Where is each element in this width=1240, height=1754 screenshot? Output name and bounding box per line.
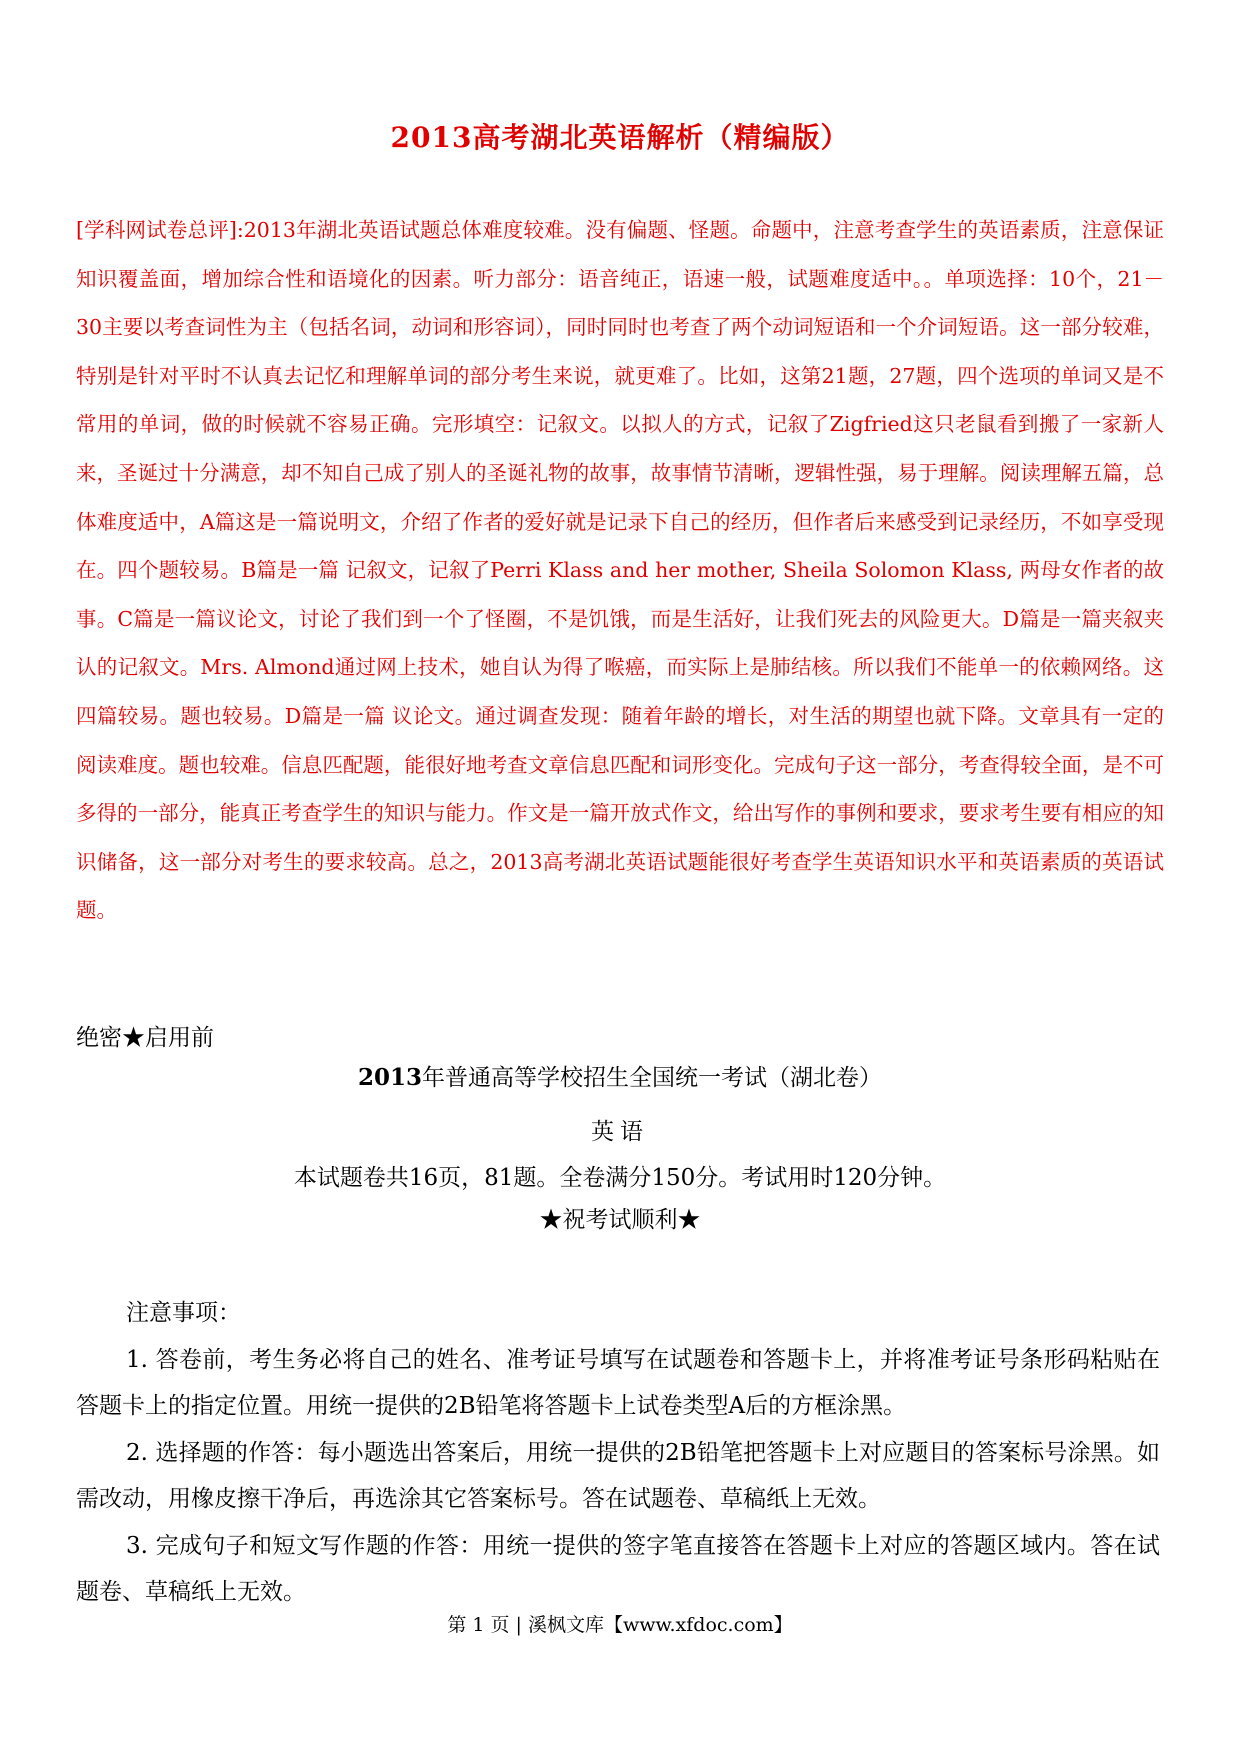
exam-subject: 英语 (591, 1119, 649, 1145)
instructions-section (76, 1290, 1160, 1616)
exam-title-text: 年普通高等学校招生全国统一考试（湖北卷） (422, 1065, 882, 1091)
document-title: 2013高考湖北英语解析（精编版） (390, 121, 850, 154)
exam-review-paragraph: [学科网试卷总评]:2013年湖北英语试题总体难度较难。没有偏题、怪题。命题中，注意考查学生的英语素质，注意保证知识覆盖面，增加综合性和语境化的因素。听力部分：语音纯正，语速一般，试题难度适中。。单项选择：10个，21－30主要以考查词性为主（包括名词，动词和形容词），同时同时也考查了两个动词短语和一个介词短语。这一部分较难，特别是针对平时不认真去记忆和理解单词的部分考生来说，就更难了。比如，这第21题，27题，四个选项的单词又是不常用的单词，做的时候就不容易正确。完形填空：记叙文。以拟人的方式，记叙了Zigfried这只老鼠看到搬了一家新人来，圣诞过十分满意，却不知自己成了别人的圣诞礼物的故事，故事情节清晰，逻辑性强，易于理解。阅读理解五篇，总体难度适中，A篇这是一篇说明文，介绍了作者的爱好就是记录下自己的经历，但作者后来感受到记录经历，不如享受现在。四个题较易。B篇是一篇 记叙文，记叙了Perri Klass and her mother, Sheila Solomon Klass, 两母女作者的故事。C篇是一篇议论文，讨论了我们到一个了怪圈，不是饥饿，而是生活好，让我们死去的风险更大。D篇是一篇夹叙夹认的记叙文。Mrs. Almond通过网上技术，她自认为得了喉癌，而实际上是肺结核。所以我们不能单一的依赖网络。这四篇较易。题也较易。D篇是一篇 议论文。通过调查发现：随着年龄的增长，对生活的期望也就下降。文章具有一定的阅读难度。题也较难。信息匹配题，能很好地考查文章信息匹配和词形变化。完成句子这一部分，考查得较全面，是不可多得的一部分，能真正考查学生的知识与能力。作文是一篇开放式作文，给出写作的事例和要求，要求考生要有相应的知识储备，这一部分对考生的要求较高。总之，2013高考湖北英语试题能很好考查学生英语知识水平和英语素质的英语试题。 (76, 218, 1164, 923)
page-footer: 第 1 页 | 溪枫文库【www.xfdoc.com】 (447, 1614, 793, 1636)
exam-title-year: 2013 (357, 1064, 422, 1091)
exam-info: 本试题卷共16页，81题。全卷满分150分。考试用时120分钟。 (293, 1165, 947, 1191)
instruction-item: 1. 答卷前，考生务必将自己的姓名、准考证号填写在试题卷和答题卡上，并将准考证号条形码粘贴在答题卡上的指定位置。用统一提供的2B铅笔将答题卡上试卷类型A后的方框涂黑。 (76, 1346, 1160, 1419)
instructions-heading: 注意事项： (126, 1300, 241, 1326)
exam-wish: ★祝考试顺利★ (539, 1207, 701, 1233)
exam-title (0, 1058, 1240, 1098)
instruction-item: 2. 选择题的作答：每小题选出答案后，用统一提供的2B铅笔把答题卡上对应题目的答案标号涂黑。如需改动，用橡皮擦干净后，再选涂其它答案标号。答在试题卷、草稿纸上无效。 (76, 1439, 1160, 1512)
instruction-item: 3. 完成句子和短文写作题的作答：用统一提供的签字笔直接答在答题卡上对应的答题区域内。答在试题卷、草稿纸上无效。 (76, 1532, 1160, 1605)
confidential-label: 绝密★启用前 (76, 1025, 214, 1051)
